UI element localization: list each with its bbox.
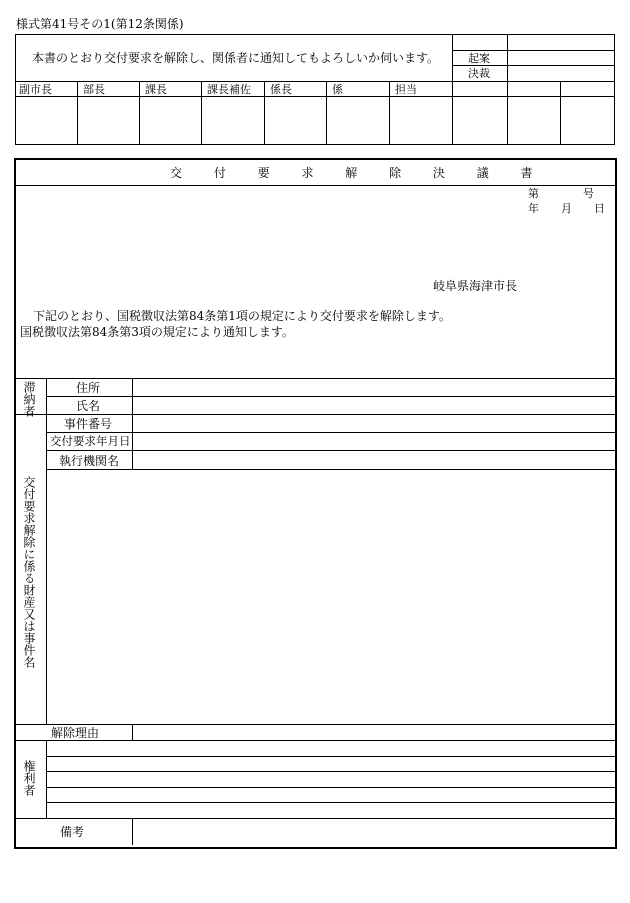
agency-field[interactable] — [133, 451, 614, 469]
body-line-2: 国税徴収法第84条第3項の規定により通知します。 — [20, 325, 294, 339]
rights-holder-label: 権利者 — [22, 760, 36, 796]
reason-field[interactable] — [133, 725, 614, 740]
role-unit-chief: 係長 — [270, 83, 292, 96]
property-label: 交付要求解除に係る財産又は事件名 — [22, 476, 36, 668]
address-field[interactable] — [133, 379, 614, 396]
document-title: 交 付 要 求 解 除 決 議 書 — [170, 166, 547, 180]
agency-label: 執行機関名 — [59, 454, 120, 468]
decision-label: 決裁 — [468, 67, 490, 80]
name-field[interactable] — [133, 397, 614, 414]
role-staff: 係 — [332, 83, 343, 96]
request-date-label: 交付要求年月日 — [50, 434, 131, 448]
draft-label: 起案 — [468, 52, 490, 65]
role-deputy-chief: 課長補佐 — [207, 83, 251, 96]
role-section-chief: 課長 — [145, 83, 167, 96]
role-vice-mayor: 副市長 — [19, 83, 52, 96]
document-number: 第 号 — [528, 187, 594, 200]
reason-label: 解除理由 — [51, 726, 100, 740]
request-date-field[interactable] — [133, 433, 614, 450]
form-id: 様式第41号その1(第12条関係) — [16, 17, 184, 31]
property-field[interactable] — [47, 470, 614, 724]
rights-holder-field[interactable] — [47, 741, 614, 818]
body-line-1: 下記のとおり、国税徴収法第84条第1項の規定により交付要求を解除します。 — [33, 309, 451, 323]
role-director: 部長 — [83, 83, 105, 96]
address-label: 住所 — [76, 381, 101, 395]
name-label: 氏名 — [76, 399, 101, 413]
case-number-field[interactable] — [133, 415, 614, 432]
case-number-label: 事件番号 — [64, 417, 113, 431]
issuer: 岐阜県海津市長 — [433, 279, 518, 293]
delinquent-label: 滞納者 — [22, 381, 36, 417]
role-person-in-charge: 担当 — [395, 83, 417, 96]
approval-request-text: 本書のとおり交付要求を解除し、関係者に通知してもよろしいか伺います。 — [32, 51, 440, 65]
remarks-label: 備考 — [60, 825, 85, 839]
remarks-field[interactable] — [133, 819, 614, 845]
document-date: 年 月 日 — [528, 202, 605, 215]
